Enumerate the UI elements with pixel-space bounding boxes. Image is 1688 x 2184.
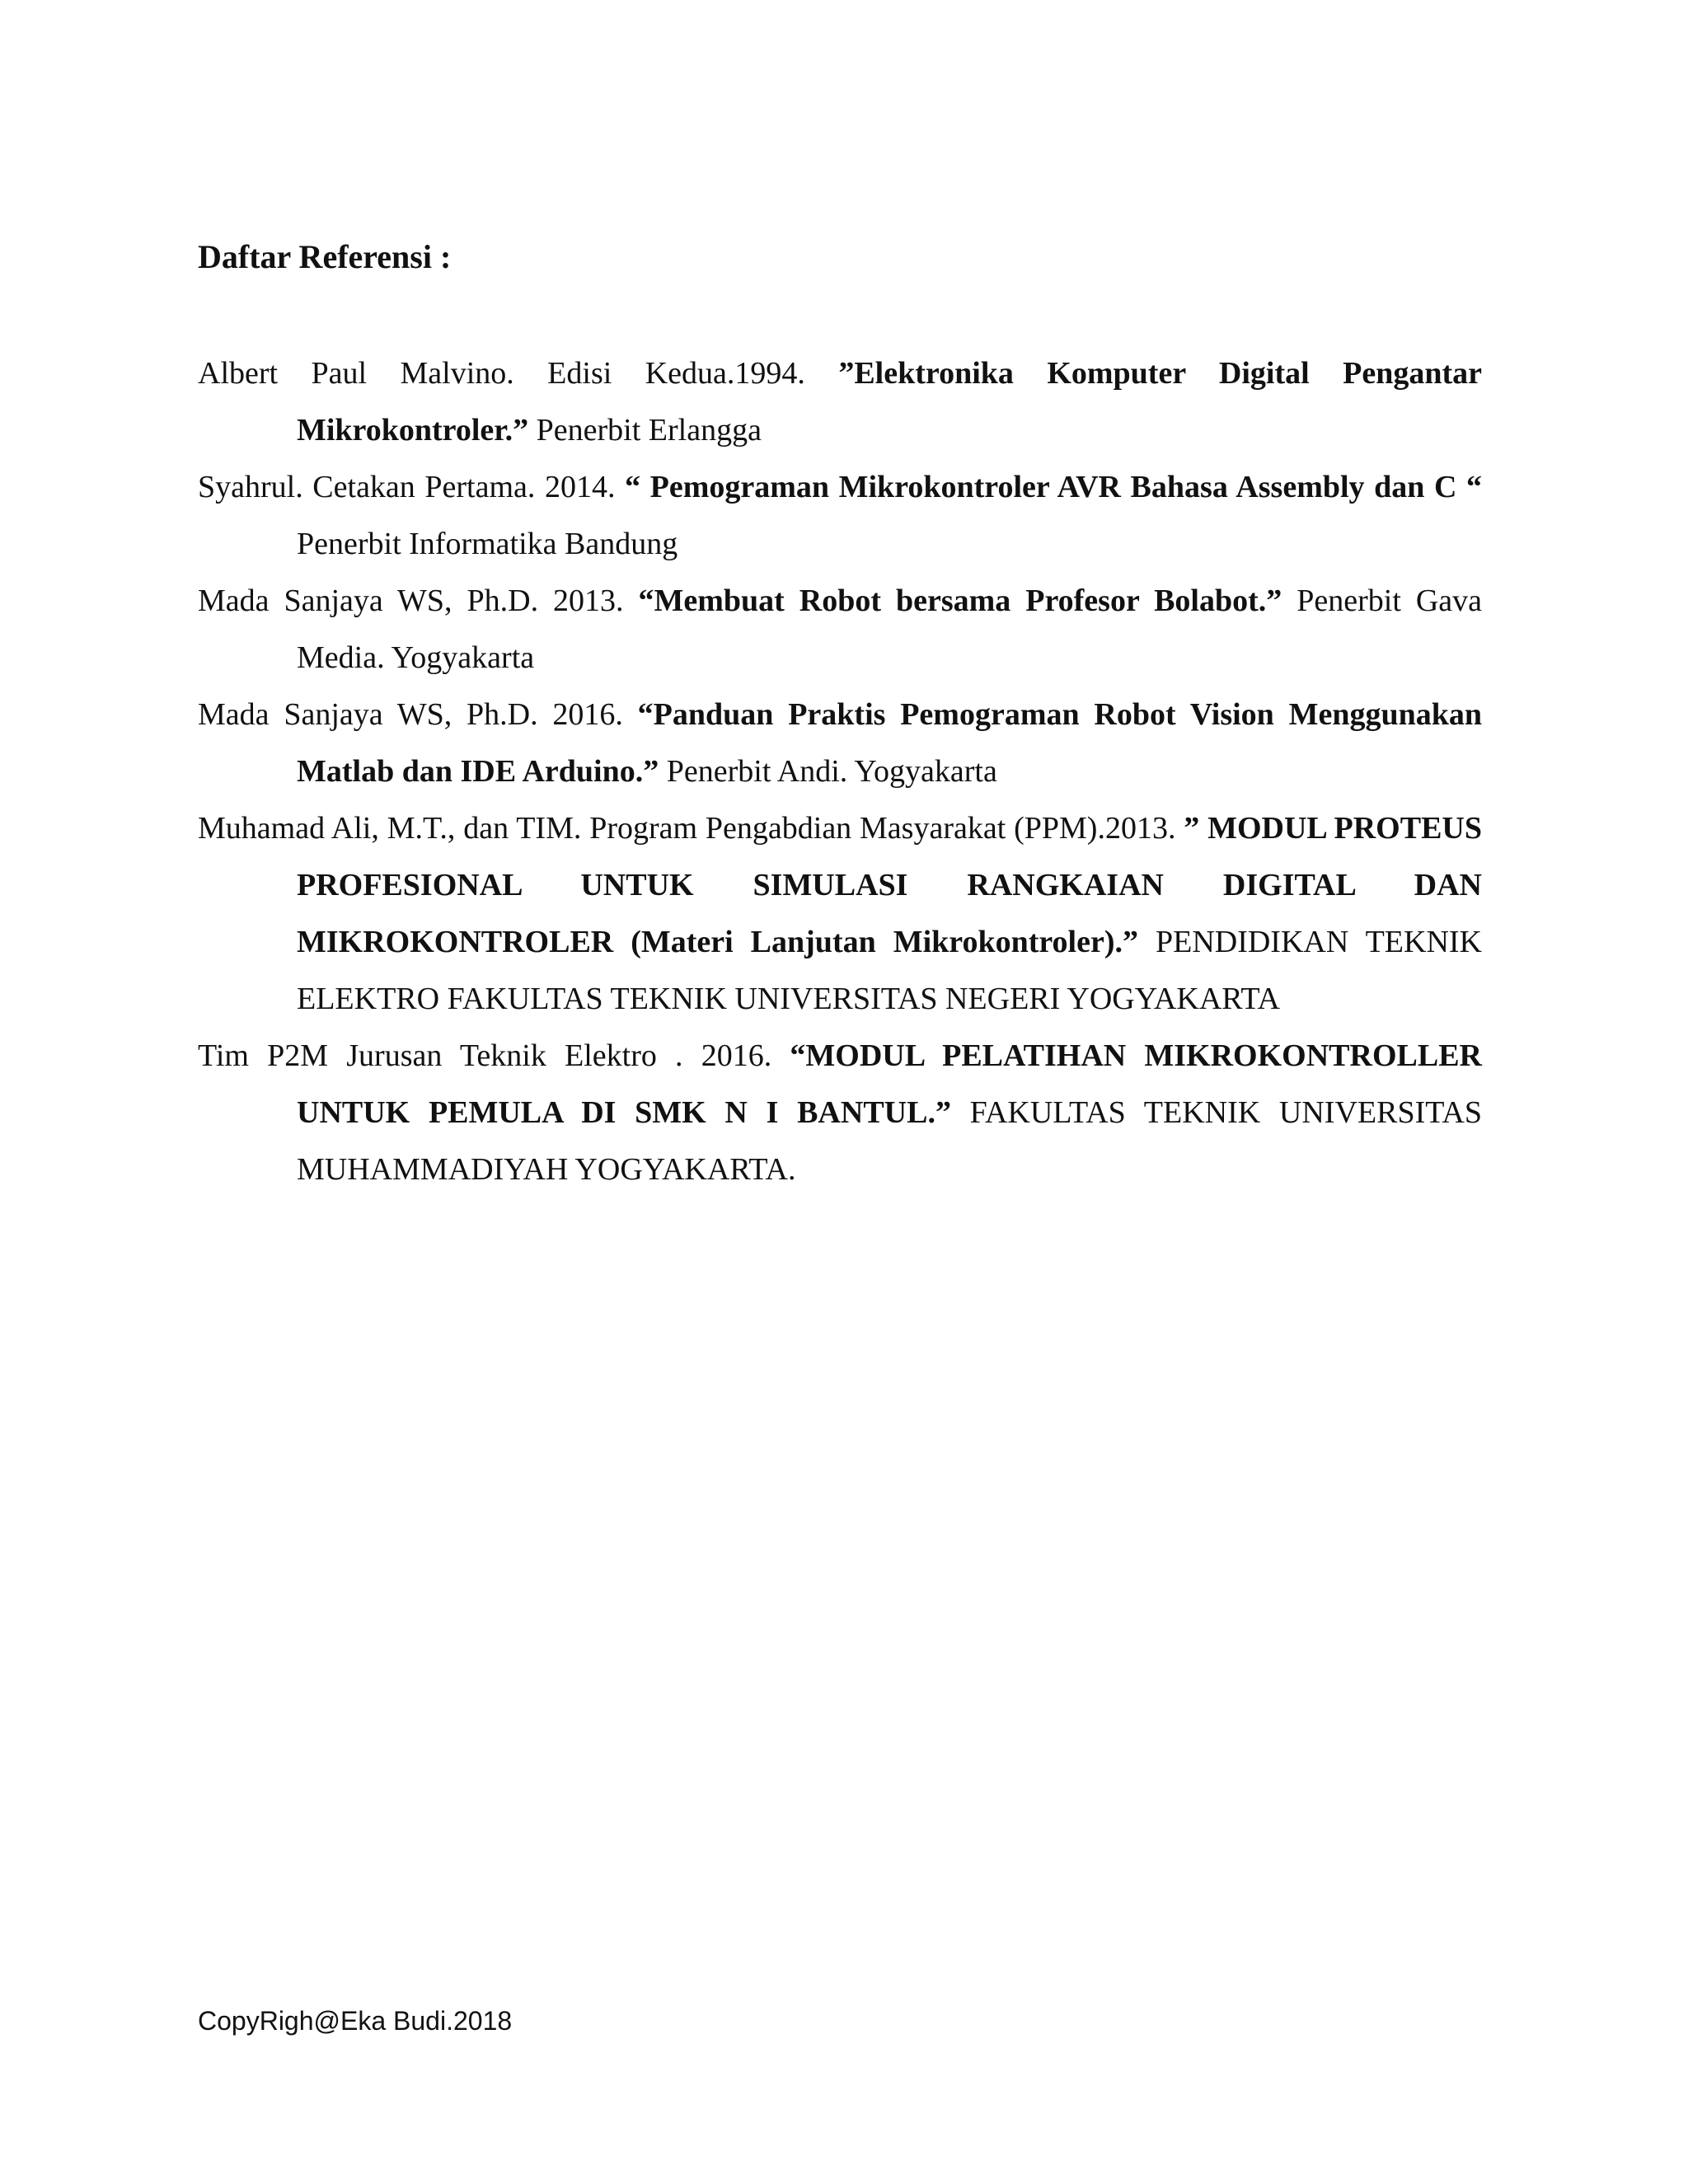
reference-author: Mada Sanjaya WS, Ph.D. 2016. xyxy=(198,697,638,732)
reference-publisher: Penerbit Gava Media. Yogyakarta xyxy=(297,583,1483,675)
reference-author: Mada Sanjaya WS, Ph.D. 2013. xyxy=(198,583,639,618)
reference-list xyxy=(198,345,1482,1198)
reference-title: “MODUL PELATIHAN MIKROKONTROLLER UNTUK PEMULA DI SMK N I BANTUL.” xyxy=(297,1038,1482,1130)
reference-title: ”Elektronika Komputer Digital Pengantar Mikrokontroler.” xyxy=(297,356,1482,448)
reference-author: Syahrul. Cetakan Pertama. 2014. xyxy=(198,470,626,504)
reference-title: “ Pemograman Mikrokontroler AVR Bahasa Assembly dan C “ xyxy=(625,470,1483,504)
reference-item xyxy=(198,573,1482,687)
page-title: Daftar Referensi : xyxy=(198,238,452,275)
reference-author: Albert Paul Malvino. Edisi Kedua.1994. xyxy=(198,356,839,391)
reference-item xyxy=(198,687,1482,800)
reference-publisher: FAKULTAS TEKNIK UNIVERSITAS MUHAMMADIYAH YOGYAKARTA. xyxy=(297,1095,1482,1187)
reference-item xyxy=(198,459,1482,573)
reference-publisher: PENDIDIKAN TEKNIK ELEKTRO FAKULTAS TEKNIK UNIVERSITAS NEGERI YOGYAKARTA xyxy=(297,925,1482,1016)
reference-item xyxy=(198,800,1482,1028)
reference-title: “Panduan Praktis Pemograman Robot Vision Menggunakan Matlab dan IDE Arduino.” xyxy=(297,697,1482,789)
reference-author: Muhamad Ali, M.T., dan TIM. Program Pengabdian Masyarakat (PPM).2013. xyxy=(198,811,1184,846)
reference-publisher: Penerbit Informatika Bandung xyxy=(297,527,678,561)
reference-author: Tim P2M Jurusan Teknik Elektro . 2016. xyxy=(198,1038,790,1073)
reference-title: ” MODUL PROTEUS PROFESIONAL UNTUK SIMULASI RANGKAIAN DIGITAL DAN MIKROKONTROLER (Materi Lanjutan Mikrokontroler).” xyxy=(297,811,1482,959)
reference-item xyxy=(198,345,1482,459)
reference-title: “Membuat Robot bersama Profesor Bolabot.” xyxy=(638,583,1282,618)
reference-publisher: Penerbit Erlangga xyxy=(528,413,762,448)
copyright-footer: CopyRigh@Eka Budi.2018 xyxy=(198,2006,513,2036)
reference-item xyxy=(198,1028,1482,1198)
reference-publisher: Penerbit Andi. Yogyakarta xyxy=(659,754,997,789)
